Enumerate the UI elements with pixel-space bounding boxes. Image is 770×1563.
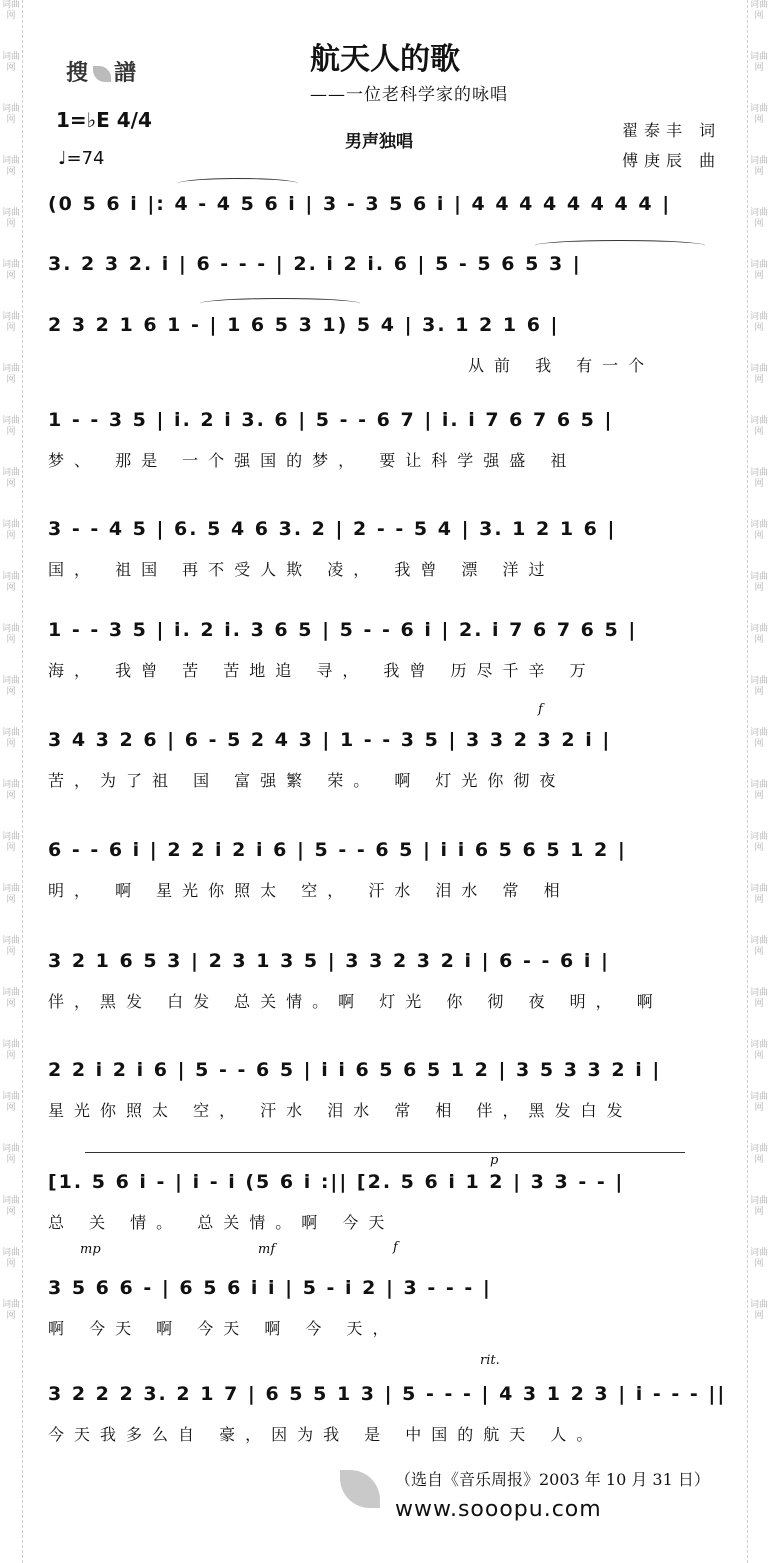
voice-type: 男声独唱	[345, 132, 413, 152]
lyric-line: 总 关 情。 总关情。啊 今天	[48, 1213, 395, 1232]
source-citation: （选自《音乐周报》2003 年 10 月 31 日）	[395, 1470, 710, 1489]
lyric-line: 今天我多么自 豪，因为我 是 中国的航天 人。	[48, 1425, 603, 1444]
lyricist-credit: 翟泰丰 词	[622, 121, 722, 140]
notation-line: 3 4 3 2 6 | 6 - 5 2 4 3 | 1 - - 3 5 | 3 3 2 3 2 i |	[48, 729, 612, 751]
dynamic-mp: mp	[80, 1242, 101, 1257]
notation-line: (0 5 6 i |: 4 - 4 5 6 i | 3 - 3 5 6 i | 4 4 4 4 4 4 4 4 |	[48, 193, 672, 215]
logo-text-left: 搜	[66, 61, 91, 86]
lyric-line: 从前 我 有一个	[468, 356, 655, 375]
notation-line: [1. 5 6 i - | i - i (5 6 i :|| [2. 5 6 i 1 2 | 3 3 - - |	[48, 1171, 625, 1193]
dynamic-rit: rit.	[480, 1353, 500, 1368]
notation-line: 3 2 1 6 5 3 | 2 3 1 3 5 | 3 3 2 3 2 i | 6 - - 6 i |	[48, 950, 610, 972]
dynamic-f: f	[538, 702, 543, 717]
volta-line	[85, 1152, 685, 1153]
song-subtitle: ——一位老科学家的咏唱	[310, 85, 508, 105]
notation-line: 6 - - 6 i | 2 2 i 2 i 6 | 5 - - 6 5 | i i 6 5 6 5 1 2 |	[48, 839, 627, 861]
logo-text-right: 譜	[114, 61, 139, 86]
site-url: www.sooopu.com	[395, 1497, 602, 1522]
slur-arc	[535, 240, 705, 251]
notation-line: 3 - - 4 5 | 6. 5 4 6 3. 2 | 2 - - 5 4 | 3. 1 2 1 6 |	[48, 518, 617, 540]
song-title: 航天人的歌	[310, 42, 460, 77]
lyric-line: 星光你照太 空， 汗水 泪水 常 相 伴，黑发白发	[48, 1101, 633, 1120]
slur-arc	[200, 298, 360, 309]
notation-line: 3 2 2 2 3. 2 1 7 | 6 5 5 1 3 | 5 - - - | 4 3 1 2 3 | i - - - ||	[48, 1383, 727, 1405]
lyric-line: 国， 祖国 再不受人欺 凌， 我曾 漂 洋过	[48, 560, 555, 579]
dynamic-p: p	[490, 1153, 499, 1168]
side-watermark-right: 词曲网 词曲网 词曲网 词曲网 词曲网 词曲网 词曲网 词曲网 词曲网 词曲网 词曲网 词曲网 词曲网 词曲网 词曲网 词曲网 词曲网 词曲网 词曲网 词曲网 词曲网 词曲网 词曲网 词曲网 词曲网 词曲网	[747, 0, 770, 1563]
notation-line: 2 2 i 2 i 6 | 5 - - 6 5 | i i 6 5 6 5 1 2 | 3 5 3 3 2 i |	[48, 1059, 662, 1081]
side-watermark-left: 词曲网 词曲网 词曲网 词曲网 词曲网 词曲网 词曲网 词曲网 词曲网 词曲网 词曲网 词曲网 词曲网 词曲网 词曲网 词曲网 词曲网 词曲网 词曲网 词曲网 词曲网 词曲网 词曲网 词曲网 词曲网 词曲网	[0, 0, 23, 1563]
dynamic-f: f	[393, 1240, 398, 1255]
tempo-marking: ♩=74	[58, 148, 105, 169]
notation-line: 1 - - 3 5 | i. 2 i. 3 6 5 | 5 - - 6 i | 2. i 7 6 7 6 5 |	[48, 619, 638, 641]
notation-line: 2 3 2 1 6 1 - | 1 6 5 3 1) 5 4 | 3. 1 2 1 6 |	[48, 314, 560, 336]
slur-arc	[178, 178, 298, 189]
notation-line: 3. 2 3 2. i | 6 - - - | 2. i 2 i. 6 | 5 - 5 6 5 3 |	[48, 253, 582, 275]
notation-line: 3 5 6 6 - | 6 5 6 i i | 5 - i 2 | 3 - - - |	[48, 1277, 492, 1299]
dynamic-mf: mf	[258, 1242, 276, 1257]
lyric-line: 啊 今天 啊 今天 啊 今 天，	[48, 1319, 399, 1338]
key-signature: 1=♭E 4/4	[56, 108, 152, 132]
composer-credit: 傅庚辰 曲	[622, 151, 722, 170]
leaf-logo-icon	[340, 1470, 380, 1508]
notation-line: 1 - - 3 5 | i. 2 i 3. 6 | 5 - - 6 7 | i. i 7 6 7 6 5 |	[48, 409, 614, 431]
lyric-line: 海， 我曾 苦 苦地追 寻， 我曾 历尽千辛 万	[48, 661, 596, 680]
lyric-line: 梦、 那是 一个强国的梦， 要让科学强盛 祖	[48, 451, 577, 470]
lyric-line: 苦，为了祖 国 富强繁 荣。 啊 灯光你彻夜	[48, 771, 566, 790]
lyric-line: 伴，黑发 白发 总关情。啊 灯光 你 彻 夜 明， 啊	[48, 992, 663, 1011]
lyric-line: 明， 啊 星光你照太 空， 汗水 泪水 常 相	[48, 881, 570, 900]
